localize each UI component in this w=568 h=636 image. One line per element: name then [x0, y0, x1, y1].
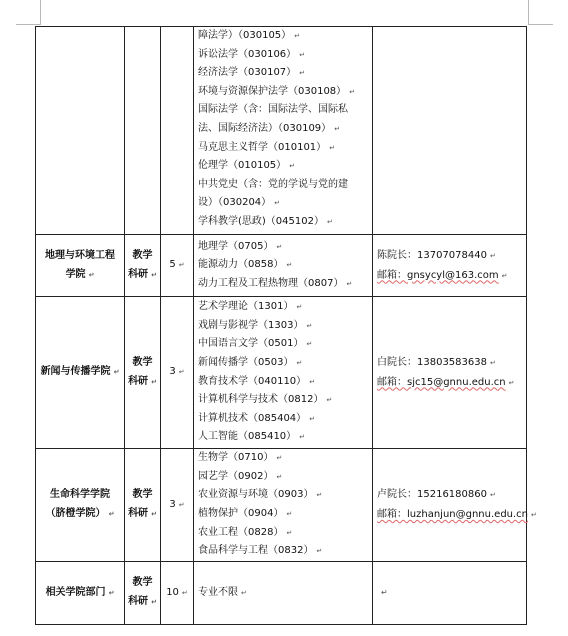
majors-cell	[194, 562, 373, 625]
major-item: 食品科学与工程（0832） ↵	[198, 545, 323, 557]
major-item: 新闻传播学（0503） ↵	[198, 356, 303, 368]
type-line: 科研 ↵	[128, 375, 157, 387]
type-line: 教学	[132, 489, 153, 501]
contact-email: 邮箱：gnsycyl@163.com ↵	[377, 269, 508, 281]
contact-cell	[373, 235, 527, 297]
major-item: 学科教学(思政)（045102） ↵	[198, 215, 333, 227]
table-row	[36, 297, 527, 449]
major-item: 计算机科学与技术（0812） ↵	[198, 394, 333, 406]
college-cell	[36, 449, 125, 562]
major-item: 能源动力（0858） ↵	[198, 259, 293, 271]
major-item: 伦理学（010105） ↵	[198, 160, 296, 172]
college-name-line: （脐橙学院） ↵	[45, 508, 115, 519]
recruitment-table	[35, 26, 537, 625]
contact-cell	[373, 297, 527, 449]
college-name-line: 地理与环境工程	[45, 249, 115, 261]
major-item: 中共党史（含：党的学说与党的建	[198, 178, 348, 190]
major-item: 专业不限 ↵	[198, 586, 247, 598]
college-cell	[36, 235, 125, 297]
major-item: 马克思主义哲学（010101） ↵	[198, 141, 336, 153]
type-cell	[125, 297, 161, 449]
major-item: 设）（030204） ↵	[198, 197, 281, 209]
type-line: 科研 ↵	[128, 508, 157, 519]
major-item: 法、国际经济法）（030109） ↵	[198, 122, 341, 134]
major-item: 障法学）（030105） ↵	[198, 30, 301, 41]
major-item: 植物保护（0904） ↵	[198, 508, 293, 519]
major-item: 戏剧与影视学（1303） ↵	[198, 319, 313, 331]
type-line: 教学	[132, 577, 153, 589]
type-cell	[125, 562, 161, 625]
page-corner-mark-left	[16, 0, 41, 25]
major-item: 国际法学（含：国际法学、国际私	[198, 104, 348, 116]
college-cell	[36, 27, 125, 235]
page-corner-mark-right	[528, 0, 553, 25]
count-cell	[161, 27, 194, 235]
type-line: 科研 ↵	[128, 596, 157, 607]
table-row	[36, 27, 527, 235]
college-name-line: 生命科学学院	[50, 489, 110, 501]
major-item: 经济法学（030107） ↵	[198, 67, 306, 79]
type-line: 教学	[132, 356, 153, 368]
contact-phone: 卢院长：15216180860 ↵	[377, 489, 496, 500]
major-item: 人工智能（085410） ↵	[198, 431, 306, 443]
major-item: 农业工程（0828） ↵	[198, 526, 293, 538]
count-cell: 10 ↵	[161, 562, 194, 625]
count-cell: 3 ↵	[161, 297, 194, 449]
table-row	[36, 235, 527, 297]
majors-cell	[194, 235, 373, 297]
major-item: 生物学（0710） ↵	[198, 452, 283, 464]
major-item: 艺术学理论（1301） ↵	[198, 301, 303, 313]
type-cell	[125, 449, 161, 562]
major-item: 农业资源与环境（0903） ↵	[198, 489, 323, 501]
table-row	[36, 449, 527, 562]
major-item: 教育技术学（040110） ↵	[198, 375, 316, 387]
college-name-line: 相关学院部门 ↵	[45, 586, 115, 598]
majors-cell	[194, 297, 373, 449]
college-name-line: 学院 ↵	[65, 268, 95, 280]
count-cell: 5 ↵	[161, 235, 194, 297]
type-line: 教学	[132, 249, 153, 261]
major-item: 诉讼法学（030106） ↵	[198, 48, 306, 60]
contact-email: 邮箱：luzhanjun@gnnu.edu.cn ↵	[377, 509, 537, 520]
type-line: 科研 ↵	[128, 268, 157, 280]
contact-cell	[373, 449, 537, 562]
major-item: 地理学（0705） ↵	[198, 240, 283, 252]
college-name-line: 新闻与传播学院 ↵	[40, 366, 120, 378]
type-cell	[125, 235, 161, 297]
table-row	[36, 562, 527, 625]
contact-email: 邮箱：sjc15@gnnu.edu.cn ↵	[377, 376, 515, 388]
major-item: 动力工程及工程热物理（0807） ↵	[198, 277, 353, 289]
type-cell	[125, 27, 161, 235]
major-item: 计算机技术（085404） ↵	[198, 412, 316, 424]
count-cell: 3 ↵	[161, 449, 194, 562]
majors-cell	[194, 27, 373, 235]
college-cell	[36, 562, 125, 625]
contact-cell: ↵	[373, 562, 527, 625]
majors-cell	[194, 449, 373, 562]
major-item: 园艺学（0902） ↵	[198, 470, 283, 482]
contact-phone: 白院长：13803583638 ↵	[377, 356, 496, 368]
contact-phone: 陈院长：13707078440 ↵	[377, 249, 496, 261]
major-item: 环境与资源保护法学（030108） ↵	[198, 85, 356, 97]
contact-cell	[373, 27, 527, 235]
college-cell	[36, 297, 125, 449]
major-item: 中国语言文学（0501） ↵	[198, 338, 313, 350]
